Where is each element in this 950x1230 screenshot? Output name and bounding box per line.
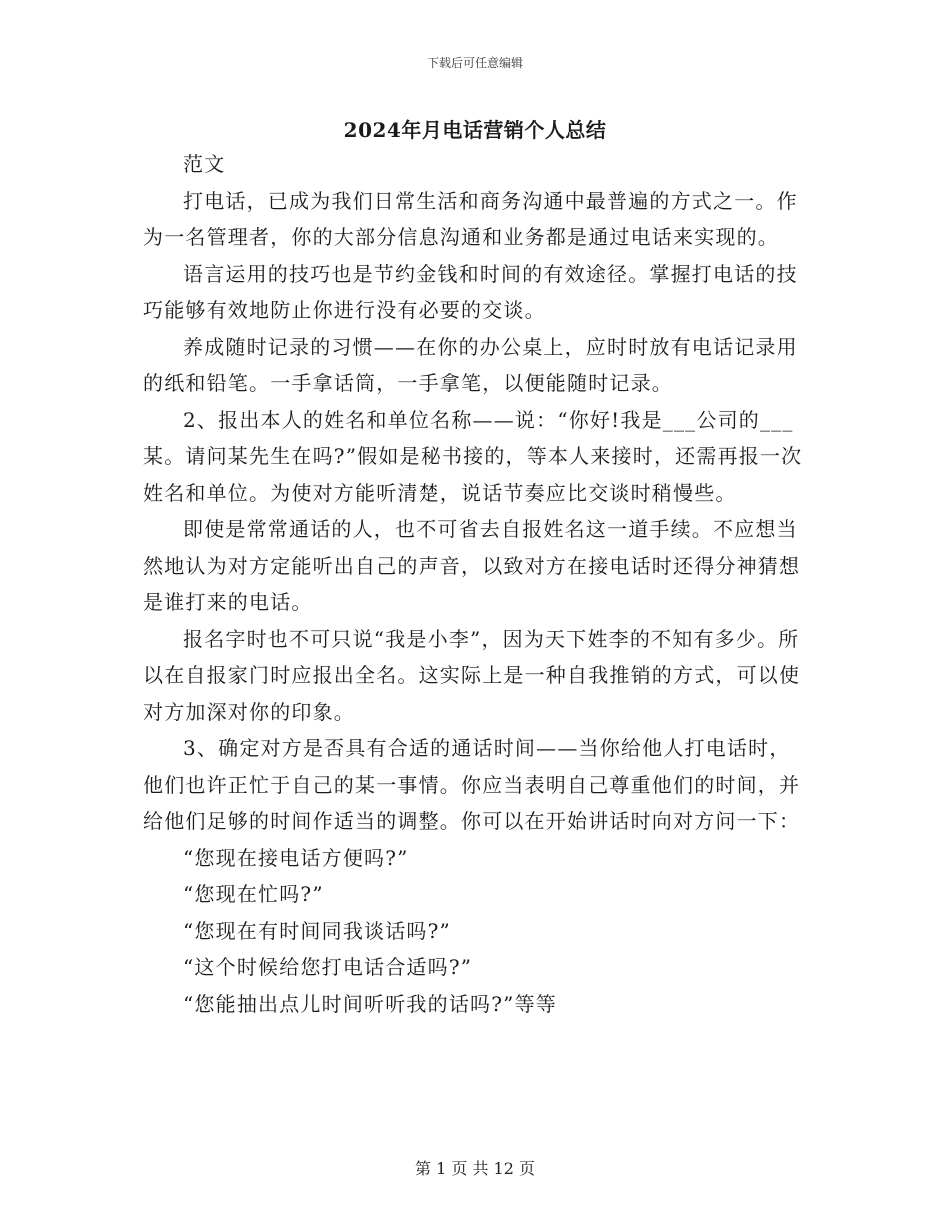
- header-note: 下载后可任意编辑: [426, 56, 523, 70]
- quote-line: “您现在接电话方便吗?”: [183, 845, 409, 870]
- quote-line: “您现在有时间同我谈话吗?”: [183, 918, 451, 943]
- quote-line: “这个时候给您打电话合适吗?”: [183, 955, 473, 979]
- paragraph: 范文: [183, 152, 226, 176]
- quote-line: “您能抽出点儿时间听听我的话吗?”等等: [183, 991, 557, 1016]
- page-number: 第 1 页 共 12 页: [415, 1159, 535, 1178]
- document-body: [143, 146, 811, 1022]
- paragraph: 报名字时也不可只说“我是小李”，因为天下姓李的不知有多少。所以在自报家门时应报出全名。这实际上是一种自我推销的方式，可以使对方加深对你的印象。: [143, 626, 801, 724]
- document-title: 2024年月电话营销个人总结: [343, 118, 607, 142]
- paragraph: 打电话，已成为我们日常生活和商务沟通中最普遍的方式之一。作为一名管理者，你的大部分信息沟通和业务都是通过电话来实现的。: [143, 188, 798, 249]
- paragraph: 即使是常常通话的人，也不可省去自报姓名这一道手续。不应想当然地认为对方定能听出自己的声音，以致对方在接电话时还得分神猜想是谁打来的电话。: [143, 517, 801, 614]
- paragraph: 语言运用的技巧也是节约金钱和时间的有效途径。掌握打电话的技巧能够有效地防止你进行没有必要的交谈。: [143, 261, 798, 322]
- quote-line: “您现在忙吗?”: [183, 882, 324, 906]
- paragraph: 2、报出本人的姓名和单位名称——说：“你好!我是___公司的___某。请问某先生在吗?”假如是秘书接的，等本人来接时，还需再报一次姓名和单位。为使对方能听清楚，说话节奏应比交谈时稍慢些。: [143, 407, 803, 505]
- paragraph: 养成随时记录的习惯——在你的办公桌上，应时时放有电话记录用的纸和铅笔。一手拿话筒，一手拿笔，以便能随时记录。: [143, 334, 798, 395]
- paragraph: 3、确定对方是否具有合适的通话时间——当你给他人打电话时，他们也许正忙于自己的某一事情。你应当表明自己尊重他们的时间，并给他们足够的时间作适当的调整。你可以在开始讲话时向对方问一下：: [143, 736, 801, 833]
